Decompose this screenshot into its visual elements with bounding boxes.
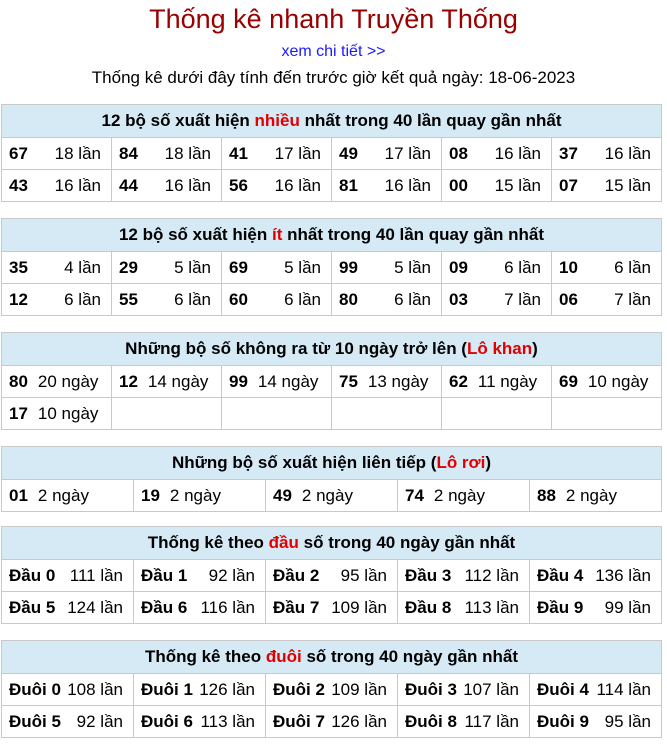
stat-count: 136 lần (595, 565, 651, 585)
stat-cell (332, 366, 442, 398)
heading-text: Thống kê theo (147, 533, 269, 552)
stat-cell (266, 592, 398, 624)
stat-cell (398, 480, 530, 512)
stat-number: Đuôi 4 (537, 679, 589, 699)
most-frequent-table (1, 104, 662, 202)
stat-cell (266, 674, 398, 706)
stat-cell (442, 170, 552, 202)
stat-number: 44 (119, 175, 138, 195)
stat-count: 111 lần (69, 565, 123, 585)
stat-number: 12 (9, 289, 28, 309)
stat-count: 117 lần (464, 711, 519, 731)
stat-cell (2, 252, 112, 284)
stat-cell (530, 560, 662, 592)
stat-cell (332, 138, 442, 170)
least-heading (2, 219, 662, 252)
table-row (2, 252, 662, 284)
stat-count: 16 lần (54, 175, 101, 195)
stat-number: 00 (449, 175, 468, 195)
stat-number: Đầu 0 (9, 565, 56, 585)
table-row (2, 398, 662, 430)
heading-text: 12 bộ số xuất hiện (101, 111, 255, 130)
heading-text: 12 bộ số xuất hiện (118, 225, 272, 244)
stat-cell (266, 706, 398, 738)
stat-count: 99 lần (604, 597, 651, 617)
heading-text: số trong 40 ngày gần nhất (301, 647, 519, 666)
stat-count: 2 ngày (565, 485, 617, 505)
stat-number: Đuôi 1 (141, 679, 193, 699)
stat-cell (442, 398, 552, 430)
stat-number: 99 (339, 257, 358, 277)
stat-number: 12 (119, 371, 138, 391)
heading-highlight: đuôi (265, 647, 302, 666)
stat-cell (552, 252, 662, 284)
least-frequent-table (1, 218, 662, 316)
stat-number: 74 (405, 485, 424, 505)
stat-cell (2, 706, 134, 738)
stat-cell (134, 560, 266, 592)
stat-count: 95 lần (340, 565, 387, 585)
stat-count: 113 lần (464, 597, 519, 617)
stat-number: 69 (229, 257, 248, 277)
stat-number: 75 (339, 371, 358, 391)
stat-number: Đuôi 0 (9, 679, 61, 699)
heading-text: Thống kê theo (144, 647, 266, 666)
stat-count: 17 lần (274, 143, 321, 163)
stat-cell (332, 252, 442, 284)
stat-number: Đầu 7 (273, 597, 320, 617)
stat-cell (552, 138, 662, 170)
heading-text: nhất trong 40 lần quay gần nhất (299, 111, 562, 130)
stat-cell (222, 366, 332, 398)
stat-number: 80 (339, 289, 358, 309)
heading-text: Những bộ số không ra từ 10 ngày trở lên ( (125, 339, 467, 358)
stat-cell (398, 560, 530, 592)
stat-cell (552, 398, 662, 430)
heading-highlight: đầu (268, 533, 299, 552)
stat-cell (222, 138, 332, 170)
stat-count: 16 lần (384, 175, 431, 195)
stat-number: 69 (559, 371, 578, 391)
stat-count: 7 lần (614, 289, 651, 309)
stat-count: 124 lần (67, 597, 123, 617)
stat-count: 109 lần (331, 597, 387, 617)
stat-number: Đầu 2 (273, 565, 320, 585)
heading-text: ) (532, 339, 538, 358)
stat-cell (530, 592, 662, 624)
stat-cell (552, 366, 662, 398)
heading-text: nhất trong 40 lần quay gần nhất (282, 225, 545, 244)
stat-count: 6 lần (174, 289, 211, 309)
stat-number: 29 (119, 257, 138, 277)
stat-number: 37 (559, 143, 578, 163)
stat-cell (530, 674, 662, 706)
stat-cell (266, 560, 398, 592)
stat-count: 109 lần (331, 679, 387, 699)
table-row (2, 138, 662, 170)
heading-highlight: ít (272, 225, 283, 244)
stat-count: 6 lần (504, 257, 541, 277)
stat-count: 6 lần (614, 257, 651, 277)
stat-count: 11 ngày (477, 371, 538, 391)
stat-cell (398, 706, 530, 738)
stat-cell (442, 252, 552, 284)
stat-cell (2, 284, 112, 316)
stat-cell (134, 480, 266, 512)
stat-cell (552, 284, 662, 316)
stat-count: 16 lần (494, 143, 541, 163)
dau-stats-table (1, 526, 662, 624)
stat-count: 2 ngày (37, 485, 89, 505)
stat-number: Đuôi 5 (9, 711, 61, 731)
stat-cell (442, 366, 552, 398)
table-row (2, 480, 662, 512)
stat-number: 43 (9, 175, 28, 195)
stat-number: 62 (449, 371, 468, 391)
stat-count: 15 lần (494, 175, 541, 195)
stat-count: 92 lần (76, 711, 123, 731)
stat-cell (2, 138, 112, 170)
stat-number: 09 (449, 257, 468, 277)
duoi-heading (2, 641, 662, 674)
stat-count: 5 lần (174, 257, 211, 277)
stat-cell (530, 480, 662, 512)
page-title: Thống kê nhanh Truyền Thống (149, 4, 518, 34)
stat-count: 14 ngày (147, 371, 209, 391)
stat-cell (222, 170, 332, 202)
stat-count: 5 lần (394, 257, 431, 277)
stat-cell (2, 592, 134, 624)
table-row (2, 560, 662, 592)
stat-count: 95 lần (604, 711, 651, 731)
stat-number: 17 (9, 403, 28, 423)
stat-cell (398, 674, 530, 706)
heading-highlight: nhiều (254, 111, 300, 130)
stat-number: 55 (119, 289, 138, 309)
stat-count: 114 lần (596, 679, 651, 699)
stat-number: 41 (229, 143, 248, 163)
stat-cell (2, 674, 134, 706)
stat-number: 67 (9, 143, 28, 163)
detail-link[interactable]: xem chi tiết >> (281, 43, 386, 60)
stat-number: 19 (141, 485, 160, 505)
stat-count: 18 lần (54, 143, 101, 163)
stat-count: 6 lần (394, 289, 431, 309)
stat-count: 6 lần (284, 289, 321, 309)
stat-count: 6 lần (64, 289, 101, 309)
stat-count: 13 ngày (367, 371, 429, 391)
stat-count: 108 lần (67, 679, 123, 699)
stat-cell (112, 252, 222, 284)
stat-number: 56 (229, 175, 248, 195)
stat-number: 07 (559, 175, 578, 195)
stat-cell (112, 138, 222, 170)
stat-number: Đầu 1 (141, 565, 188, 585)
stat-number: 99 (229, 371, 248, 391)
khan-heading (2, 333, 662, 366)
stat-count: 17 lần (384, 143, 431, 163)
stat-number: 60 (229, 289, 248, 309)
stat-number: Đuôi 7 (273, 711, 325, 731)
stat-cell (398, 592, 530, 624)
stat-number: 49 (273, 485, 292, 505)
heading-highlight: Lô khan (466, 339, 533, 358)
table-row (2, 284, 662, 316)
table-row (2, 706, 662, 738)
heading-highlight: Lô rơi (436, 453, 486, 472)
stat-count: 20 ngày (37, 371, 99, 391)
roi-heading (2, 447, 662, 480)
stat-cell (2, 560, 134, 592)
stat-number: 80 (9, 371, 28, 391)
stat-number: Đuôi 2 (273, 679, 325, 699)
stat-cell (2, 366, 112, 398)
stat-cell (112, 366, 222, 398)
stat-cell (112, 284, 222, 316)
stat-cell (112, 398, 222, 430)
stat-number: 01 (9, 485, 28, 505)
stat-cell (442, 138, 552, 170)
stat-count: 15 lần (604, 175, 651, 195)
stat-count: 112 lần (464, 565, 519, 585)
table-row (2, 674, 662, 706)
stat-number: 03 (449, 289, 468, 309)
heading-text: ) (485, 453, 492, 472)
stat-count: 107 lần (463, 679, 519, 699)
stat-cell (134, 706, 266, 738)
stat-count: 18 lần (164, 143, 211, 163)
stat-number: 81 (339, 175, 358, 195)
stat-cell (134, 674, 266, 706)
stat-count: 7 lần (504, 289, 541, 309)
stat-number: Đầu 8 (405, 597, 452, 617)
stat-cell (266, 480, 398, 512)
stat-count: 10 ngày (587, 371, 649, 391)
stat-cell (332, 284, 442, 316)
table-row (2, 592, 662, 624)
most-heading (2, 105, 662, 138)
stat-count: 2 ngày (169, 485, 221, 505)
stat-number: 49 (339, 143, 358, 163)
stat-cell (134, 592, 266, 624)
stat-cell (112, 170, 222, 202)
stat-cell (332, 398, 442, 430)
stat-count: 10 ngày (37, 403, 99, 423)
stat-number: Đầu 5 (9, 597, 56, 617)
stat-number: Đuôi 6 (141, 711, 193, 731)
stat-number: 08 (449, 143, 468, 163)
stat-number: Đầu 9 (537, 597, 584, 617)
stat-cell (530, 706, 662, 738)
stat-number: Đuôi 3 (405, 679, 457, 699)
stat-cell (442, 284, 552, 316)
stat-count: 16 lần (274, 175, 321, 195)
stat-number: Đầu 6 (141, 597, 188, 617)
stat-cell (222, 284, 332, 316)
lo-khan-table (1, 332, 662, 430)
stat-count: 5 lần (284, 257, 321, 277)
stat-count: 113 lần (200, 711, 255, 731)
stat-cell (552, 170, 662, 202)
stat-cell (332, 170, 442, 202)
stat-count: 2 ngày (433, 485, 485, 505)
stat-cell (222, 398, 332, 430)
stat-number: Đầu 3 (405, 565, 452, 585)
stat-number: 10 (559, 257, 578, 277)
stat-number: 35 (9, 257, 28, 277)
duoi-stats-table (1, 640, 662, 738)
stat-number: 88 (537, 485, 556, 505)
heading-text: Những bộ số xuất hiện liên tiếp ( (171, 453, 437, 472)
stat-cell (222, 252, 332, 284)
stat-count: 2 ngày (301, 485, 353, 505)
stat-number: 06 (559, 289, 578, 309)
table-row (2, 366, 662, 398)
stat-count: 14 ngày (257, 371, 319, 391)
stat-cell (2, 398, 112, 430)
table-row (2, 170, 662, 202)
page-subtitle: Thống kê dưới đây tính đến trước giờ kết quả ngày: 18-06-2023 (91, 68, 576, 87)
stat-count: 16 lần (164, 175, 211, 195)
lo-roi-table (1, 446, 662, 512)
dau-heading (2, 527, 662, 560)
heading-text: số trong 40 ngày gần nhất (298, 533, 516, 552)
stat-count: 16 lần (604, 143, 651, 163)
stat-count: 126 lần (199, 679, 255, 699)
stat-count: 126 lần (331, 711, 387, 731)
stat-count: 116 lần (200, 597, 255, 617)
stat-number: Đuôi 8 (405, 711, 457, 731)
stat-count: 4 lần (64, 257, 101, 277)
stat-count: 92 lần (208, 565, 255, 585)
stat-cell (2, 480, 134, 512)
stat-cell (2, 170, 112, 202)
stat-number: Đầu 4 (537, 565, 584, 585)
stat-number: 84 (119, 143, 138, 163)
stat-number: Đuôi 9 (537, 711, 589, 731)
